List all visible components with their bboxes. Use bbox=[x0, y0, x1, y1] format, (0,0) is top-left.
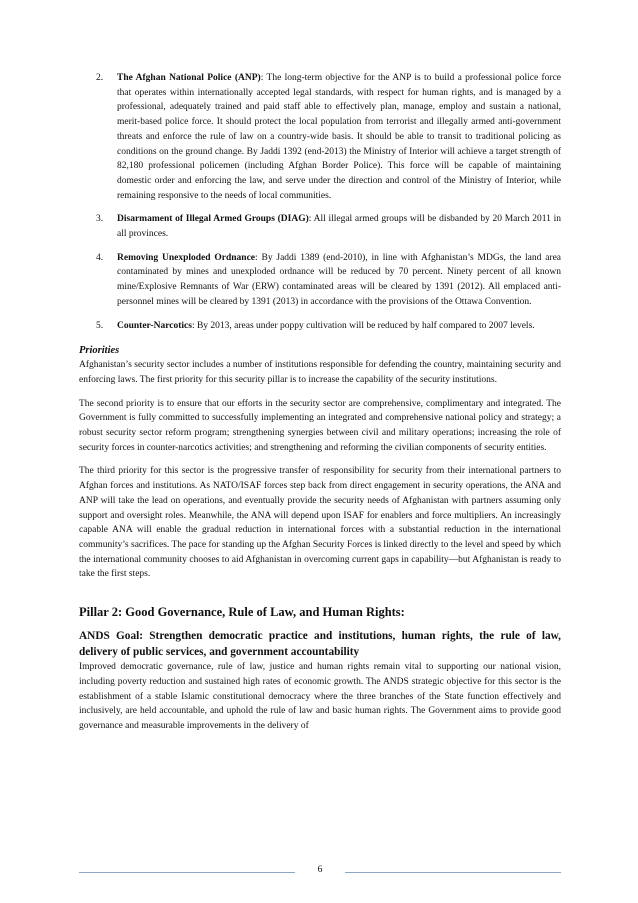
priorities-paragraph: The second priority is to ensure that our efforts in the security sector are comprehensive, complimentary and integrated. The Government is fully committed to successfully implementing an integrated and comprehensive national policy and strategy; a robust security sector reform program; strengthening synergies between civil and military operations; increasing the role of security forces in counter-narcotics activities; and strengthening and reforming the civilian components of security entities. bbox=[79, 398, 561, 453]
list-item-separator: : bbox=[260, 73, 267, 83]
list-item-separator: : bbox=[191, 320, 197, 331]
priorities-heading: Priorities bbox=[79, 345, 120, 357]
page-content bbox=[79, 71, 561, 743]
list-item bbox=[79, 71, 561, 203]
footer-rule-left bbox=[79, 872, 295, 873]
pillar-paragraph: Improved democratic governance, rule of law, justice and human rights remain vital to supporting our national vision, including poverty reduction and sustained high rates of economic growth. The ANDS strategic objective for this sector is the establishment of a stable Islamic constitutional democracy where the three branches of the State function effectively and inclusively, are held accountable, and uphold the rule of law and basic human rights. The Government aims to provide good governance and measurable improvements in the delivery of bbox=[79, 662, 561, 731]
list-item bbox=[79, 212, 561, 241]
priorities-paragraph: Afghanistan’s security sector includes a number of institutions responsible for defending the country, maintaining security and enforcing laws. The first priority for this security pillar is to increase the capability of the security institutions. bbox=[79, 360, 561, 385]
list-item-title: Removing Unexploded Ordnance bbox=[117, 252, 256, 263]
list-item-title: Counter-Narcotics bbox=[117, 320, 192, 331]
list-item-title: Disarmament of Illegal Armed Groups (DIAG) bbox=[117, 214, 309, 225]
list-item-text: All illegal armed groups will be disbanded by 20 March 2011 in all provinces. bbox=[117, 214, 561, 240]
list-item-separator: : bbox=[308, 214, 314, 225]
list-item bbox=[79, 251, 561, 310]
footer-rule-right bbox=[345, 872, 561, 873]
priorities-paragraph: The third priority for this sector is the progressive transfer of responsibility for security from their international partners to Afghan forces and institutions. As NATO/ISAF forces step back from direct engagement in security operations, the ANA and ANP will take the lead on operations, and eventually provide the security needs of Afghanistan with partners assuming only support and oversight roles. Meanwhile, the ANA will depend upon ISAF for enablers and force multipliers. An increasingly capable ANA will enable the gradual reduction in international forces with a substantial reduction in the international community’s sacrifices. The pace for standing up the Afghan Security Forces is linked directly to the level and speed by which the international community chooses to aid Afghanistan in overcoming current gaps in capability—but Afghanistan is ready to take the first steps. bbox=[79, 466, 561, 580]
list-number: 5. bbox=[96, 320, 104, 331]
list-item-text: By Jaddi 1389 (end-2010), in line with Afghanistan’s MDGs, the land area contaminated by mines and unexploded ordnance will be reduced by 70 percent. Ninety percent of all known mine/Explosive Remnants of War (ERW) contaminated areas will be cleared by 1391 (2012). All emplaced anti-personnel mines will be cleared by 1391 (2013) in accordance with the provisions of the Ottawa Convention. bbox=[117, 252, 562, 307]
pillar-heading: Pillar 2: Good Governance, Rule of Law, and Human Rights: bbox=[79, 605, 405, 620]
page-number: 6 bbox=[317, 865, 323, 875]
list-item-separator: : bbox=[255, 252, 262, 263]
list-number: 2. bbox=[96, 73, 104, 83]
list-number: 3. bbox=[96, 214, 104, 225]
list-item-text: The long-term objective for the ANP is to build a professional police force that operates within internationally accepted legal standards, with respect for human rights, and is managed by a professional, adequately trained and paid staff able to effectively plan, manage, employ and sustain a national, merit-based police force. It should protect the local population from terrorist and illegally armed anti-government threats and enforce the rule of law on a country-wide basis. It should be able to transit to traditional policing as conditions on the ground change. By Jaddi 1392 (end-2013) the Ministry of Interior will achieve a target strength of 82,180 professional policemen (including Afghan Border Police). This force will be capable of maintaining domestic order and enforcing the law, and serve under the direction and control of the Ministry of Interior, while remaining responsive to the needs of local communities. bbox=[117, 73, 562, 201]
ands-goal-heading: ANDS Goal: Strengthen democratic practice and institutions, human rights, the rule of law, delivery of public services, and government accountability bbox=[79, 630, 561, 659]
page-footer bbox=[79, 860, 561, 880]
list-number: 4. bbox=[96, 252, 104, 263]
list-item-text: By 2013, areas under poppy cultivation will be reduced by half compared to 2007 levels. bbox=[196, 320, 535, 331]
list-item-title: The Afghan National Police (ANP) bbox=[117, 73, 261, 83]
list-item bbox=[79, 319, 561, 334]
security-goals-list bbox=[79, 71, 561, 333]
